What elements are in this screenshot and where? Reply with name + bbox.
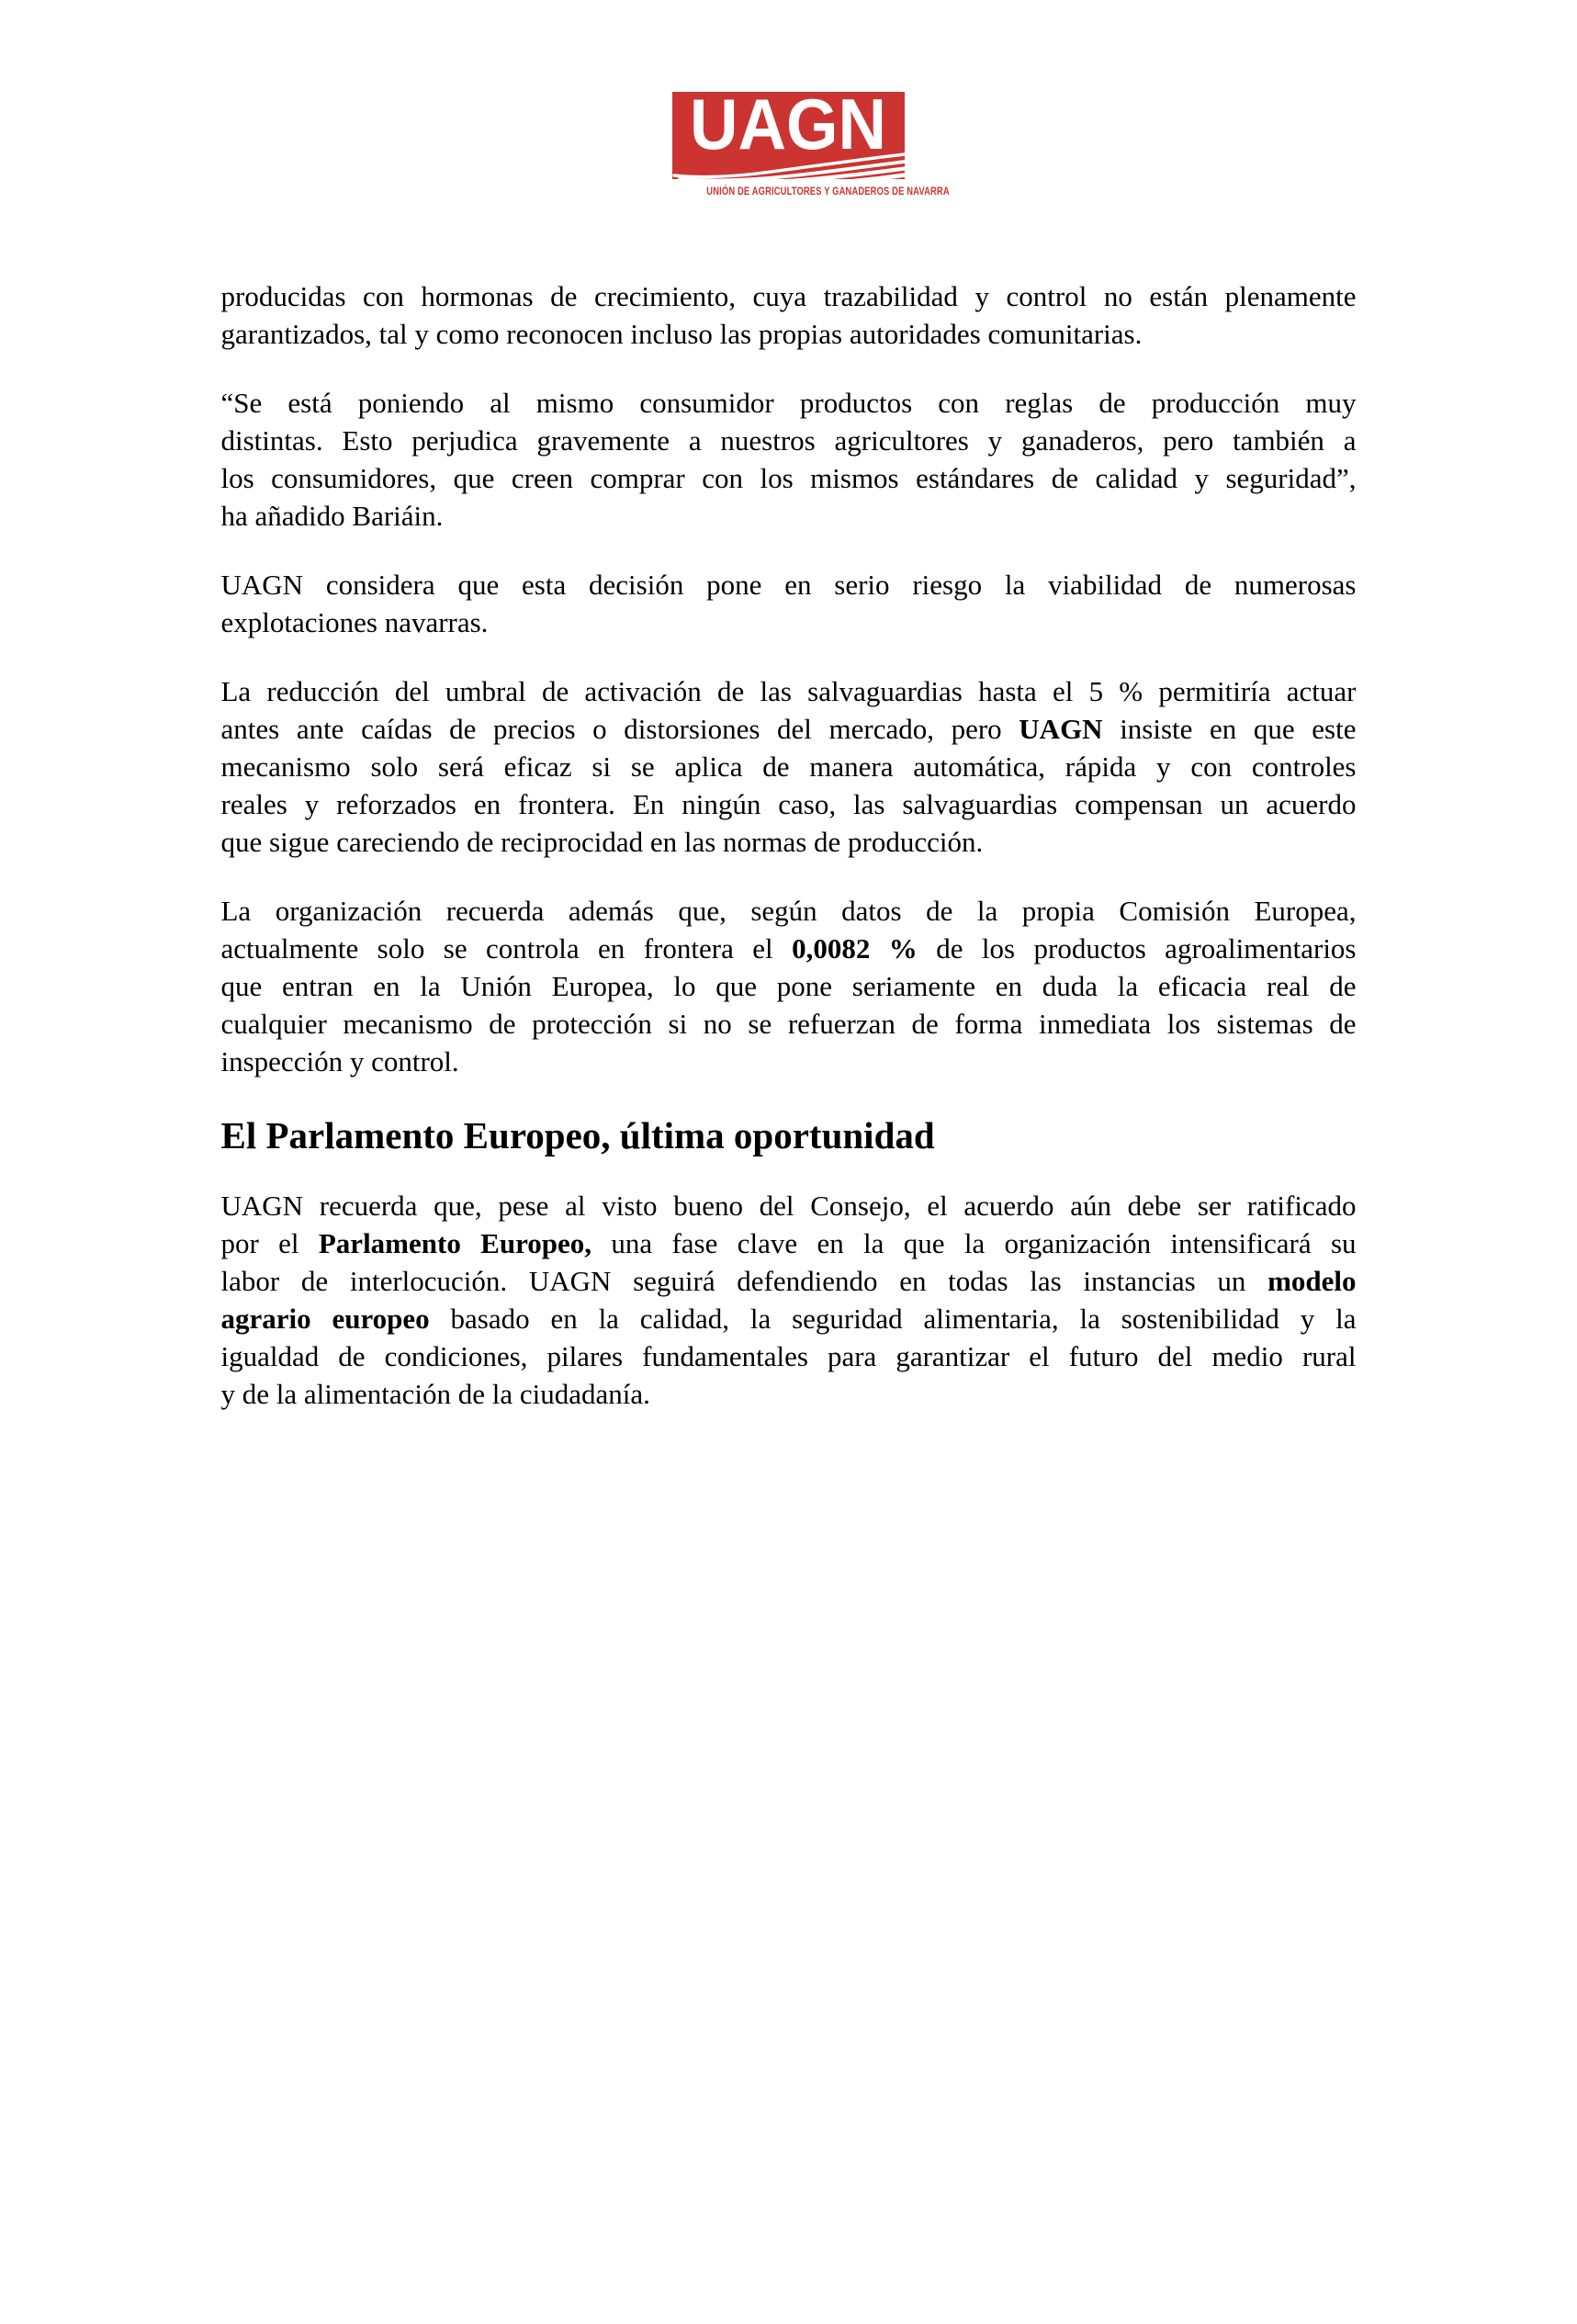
text-run: producidas con hormonas de crecimiento, cuya trazabilidad y control no están plenamente bbox=[220, 280, 1357, 312]
text-line bbox=[221, 566, 1357, 604]
text-line bbox=[221, 1375, 1357, 1413]
logo-subtitle: UNIÓN DE AGRICULTORES Y GANADEROS DE NAVARRA bbox=[706, 185, 950, 197]
text-run: reales y reforzados en frontera. En ningún caso, las salvaguardias compensan un acuerdo bbox=[220, 788, 1357, 820]
text-line bbox=[221, 1043, 1357, 1080]
bold-text-run: UAGN bbox=[1019, 713, 1103, 745]
text-run: una fase clave en la que la organización intensificará su bbox=[591, 1227, 1357, 1259]
text-line bbox=[221, 459, 1357, 497]
text-line bbox=[221, 1337, 1357, 1375]
text-line bbox=[221, 1187, 1357, 1224]
text-line bbox=[221, 1224, 1357, 1262]
text-run: distintas. Esto perjudica gravemente a nuestros agricultores y ganaderos, pero también a bbox=[220, 424, 1357, 457]
bold-text-run: agrario europeo bbox=[220, 1303, 430, 1335]
text-run: de los productos agroalimentarios bbox=[917, 932, 1357, 965]
logo-acronym-text: UAGN bbox=[690, 92, 886, 164]
text-run: actualmente solo se controla en frontera el bbox=[220, 932, 793, 965]
logo-block bbox=[672, 92, 950, 199]
text-line bbox=[221, 823, 1357, 861]
bold-text-run: modelo bbox=[1267, 1265, 1357, 1297]
text-run: antes ante caídas de precios o distorsiones del mercado, pero bbox=[220, 713, 1019, 745]
text-run: inspección y control. bbox=[220, 1045, 459, 1077]
paragraph bbox=[221, 566, 1357, 641]
text-line bbox=[221, 384, 1357, 422]
text-line bbox=[221, 785, 1357, 823]
text-run: mecanismo solo será eficaz si se aplica de manera automática, rápida y con controles bbox=[220, 750, 1357, 783]
text-run: “Se está poniendo al mismo consumidor productos con reglas de producción muy bbox=[220, 387, 1357, 419]
text-line bbox=[221, 967, 1357, 1005]
paragraph bbox=[221, 1187, 1357, 1413]
uagn-logo bbox=[672, 92, 905, 179]
text-run: UAGN recuerda que, pese al visto bueno del Consejo, el acuerdo aún debe ser ratificado bbox=[220, 1190, 1357, 1222]
text-run: por el bbox=[220, 1227, 319, 1259]
text-line bbox=[221, 710, 1357, 748]
text-line bbox=[221, 1300, 1357, 1337]
text-run: que entran en la Unión Europea, lo que pone seriamente en duda la eficacia real de bbox=[220, 970, 1357, 1002]
text-line bbox=[221, 604, 1357, 641]
text-line bbox=[221, 930, 1357, 967]
paragraph bbox=[221, 384, 1357, 535]
document-page bbox=[0, 92, 1577, 2324]
paragraph bbox=[221, 672, 1357, 861]
text-line bbox=[221, 277, 1357, 315]
text-line bbox=[221, 1005, 1357, 1043]
text-line bbox=[221, 497, 1357, 535]
text-line bbox=[221, 672, 1357, 710]
text-run: y de la alimentación de la ciudadanía. bbox=[220, 1378, 650, 1410]
text-run: labor de interlocución. UAGN seguirá defendiendo en todas las instancias un bbox=[220, 1265, 1268, 1297]
text-run: cualquier mecanismo de protección si no se refuerzan de forma inmediata los sistemas de bbox=[220, 1008, 1357, 1040]
text-run: igualdad de condiciones, pilares fundamentales para garantizar el futuro del medio rural bbox=[220, 1340, 1357, 1372]
text-run: UAGN considera que esta decisión pone en serio riesgo la viabilidad de numerosas bbox=[220, 569, 1357, 601]
text-run: que sigue careciendo de reciprocidad en las normas de producción. bbox=[220, 826, 984, 858]
text-run: basado en la calidad, la seguridad alimentaria, la sostenibilidad y la bbox=[429, 1303, 1357, 1335]
text-line bbox=[221, 1262, 1357, 1300]
logo-subtitle-wrap bbox=[672, 183, 950, 199]
text-run: garantizados, tal y como reconocen incluso las propias autoridades comunitarias. bbox=[220, 318, 1143, 350]
bold-text-run: Parlamento Europeo, bbox=[318, 1227, 592, 1259]
section-heading: El Parlamento Europeo, última oportunidad bbox=[220, 1114, 935, 1156]
text-line bbox=[221, 422, 1357, 459]
document-content bbox=[221, 277, 1357, 1413]
text-line bbox=[221, 315, 1357, 353]
paragraph bbox=[221, 892, 1357, 1080]
text-run: La reducción del umbral de activación de las salvaguardias hasta el 5 % permitiría actuar bbox=[220, 675, 1357, 707]
text-run: La organización recuerda además que, según datos de la propia Comisión Europea, bbox=[220, 895, 1357, 927]
text-line bbox=[221, 748, 1357, 785]
text-run: los consumidores, que creen comprar con los mismos estándares de calidad y seguridad”, bbox=[220, 462, 1357, 494]
text-run: insiste en que este bbox=[1102, 713, 1357, 745]
text-run: ha añadido Bariáin. bbox=[220, 500, 444, 532]
paragraph bbox=[221, 277, 1357, 353]
text-run: explotaciones navarras. bbox=[220, 606, 489, 638]
bold-text-run: 0,0082 % bbox=[792, 932, 918, 965]
text-line bbox=[221, 892, 1357, 930]
